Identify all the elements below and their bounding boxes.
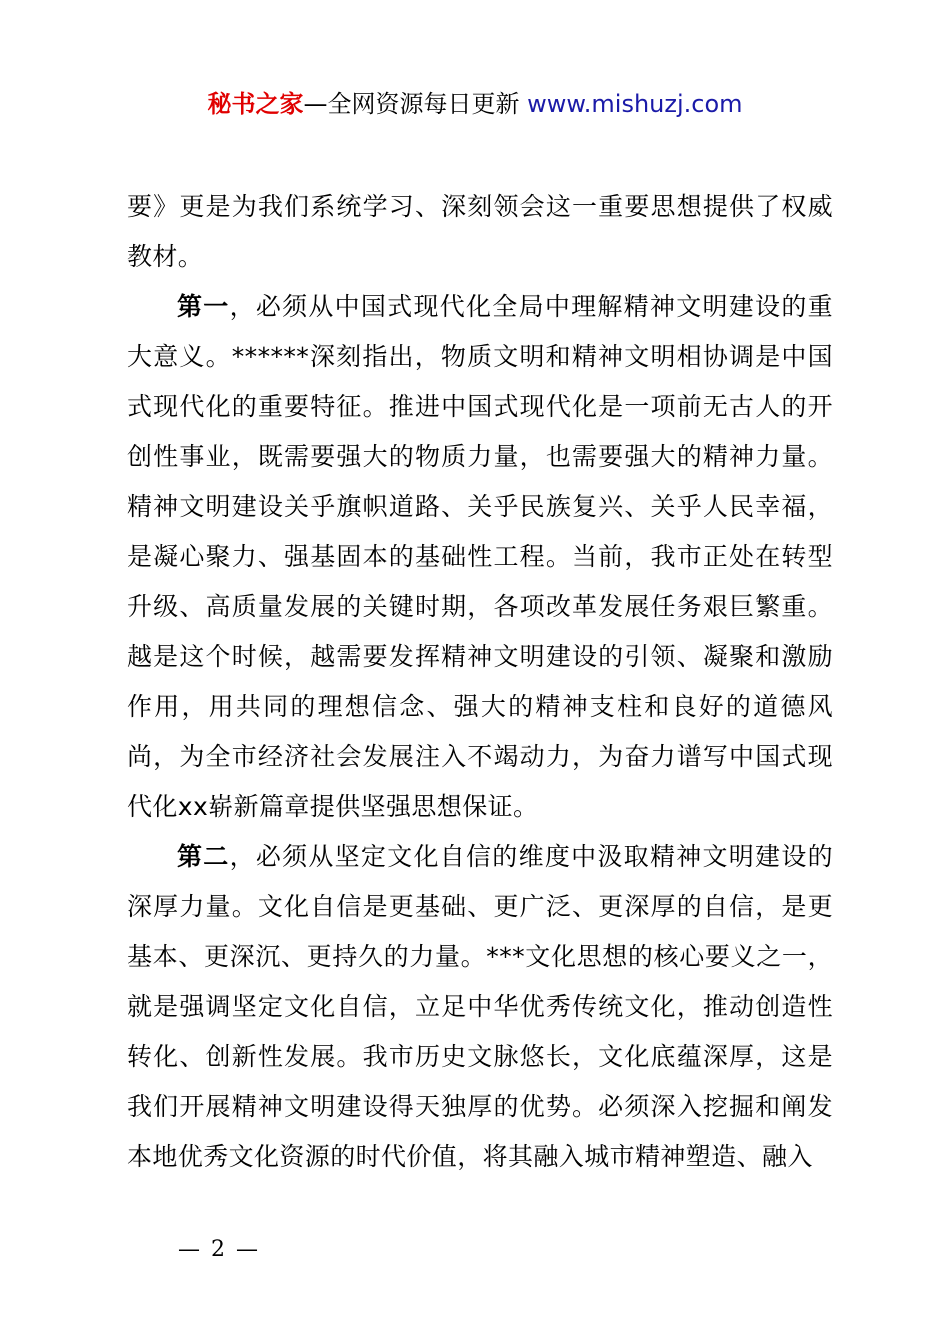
paragraph-lead: 第一 [177, 292, 230, 321]
paragraph-lead: 第二 [177, 842, 230, 871]
paragraph-continued [127, 182, 833, 282]
paragraph-text: ，必须从坚定文化自信的维度中汲取精神文明建设的深厚力量。文化自信是更基础、更广泛、更深厚的自信，是更基本、更深沉、更持久的力量。***文化思想的核心要义之一，就是强调坚定文化自信，立足中华优秀传统文化，推动创造性转化、创新性发展。我市历史文脉悠长，文化底蕴深厚，这是我们开展精神文明建设得天独厚的优势。必须深入挖掘和阐发本地优秀文化资源的时代价值，将其融入城市精神塑造、融入 [127, 842, 834, 1171]
site-header [0, 86, 950, 122]
brand-name: 秘书之家 [207, 90, 304, 118]
paragraph-first-point [127, 282, 833, 832]
site-url-link[interactable]: www.mishuzj.com [527, 90, 743, 118]
header-tagline: —全网资源每日更新 [303, 90, 520, 118]
paragraph-second-point [127, 832, 833, 1182]
page-number: — 2 — [178, 1237, 260, 1262]
paragraph-text: 要》更是为我们系统学习、深刻领会这一重要思想提供了权威教材。 [127, 192, 833, 271]
paragraph-text: ，必须从中国式现代化全局中理解精神文明建设的重大意义。******深刻指出，物质文明和精神文明相协调是中国式现代化的重要特征。推进中国式现代化是一项前无古人的开创性事业，既需要强大的物质力量，也需要强大的精神力量。精神文明建设关乎旗帜道路、关乎民族复兴、关乎人民幸福，是凝心聚力、强基固本的基础性工程。当前，我市正处在转型升级、高质量发展的关键时期，各项改革发展任务艰巨繁重。越是这个时候，越需要发挥精神文明建设的引领、凝聚和激励作用，用共同的理想信念、强大的精神支柱和良好的道德风尚，为全市经济社会发展注入不竭动力，为奋力谱写中国式现代化xx崭新篇章提供坚强思想保证。 [127, 292, 834, 821]
document-body [127, 182, 833, 1182]
